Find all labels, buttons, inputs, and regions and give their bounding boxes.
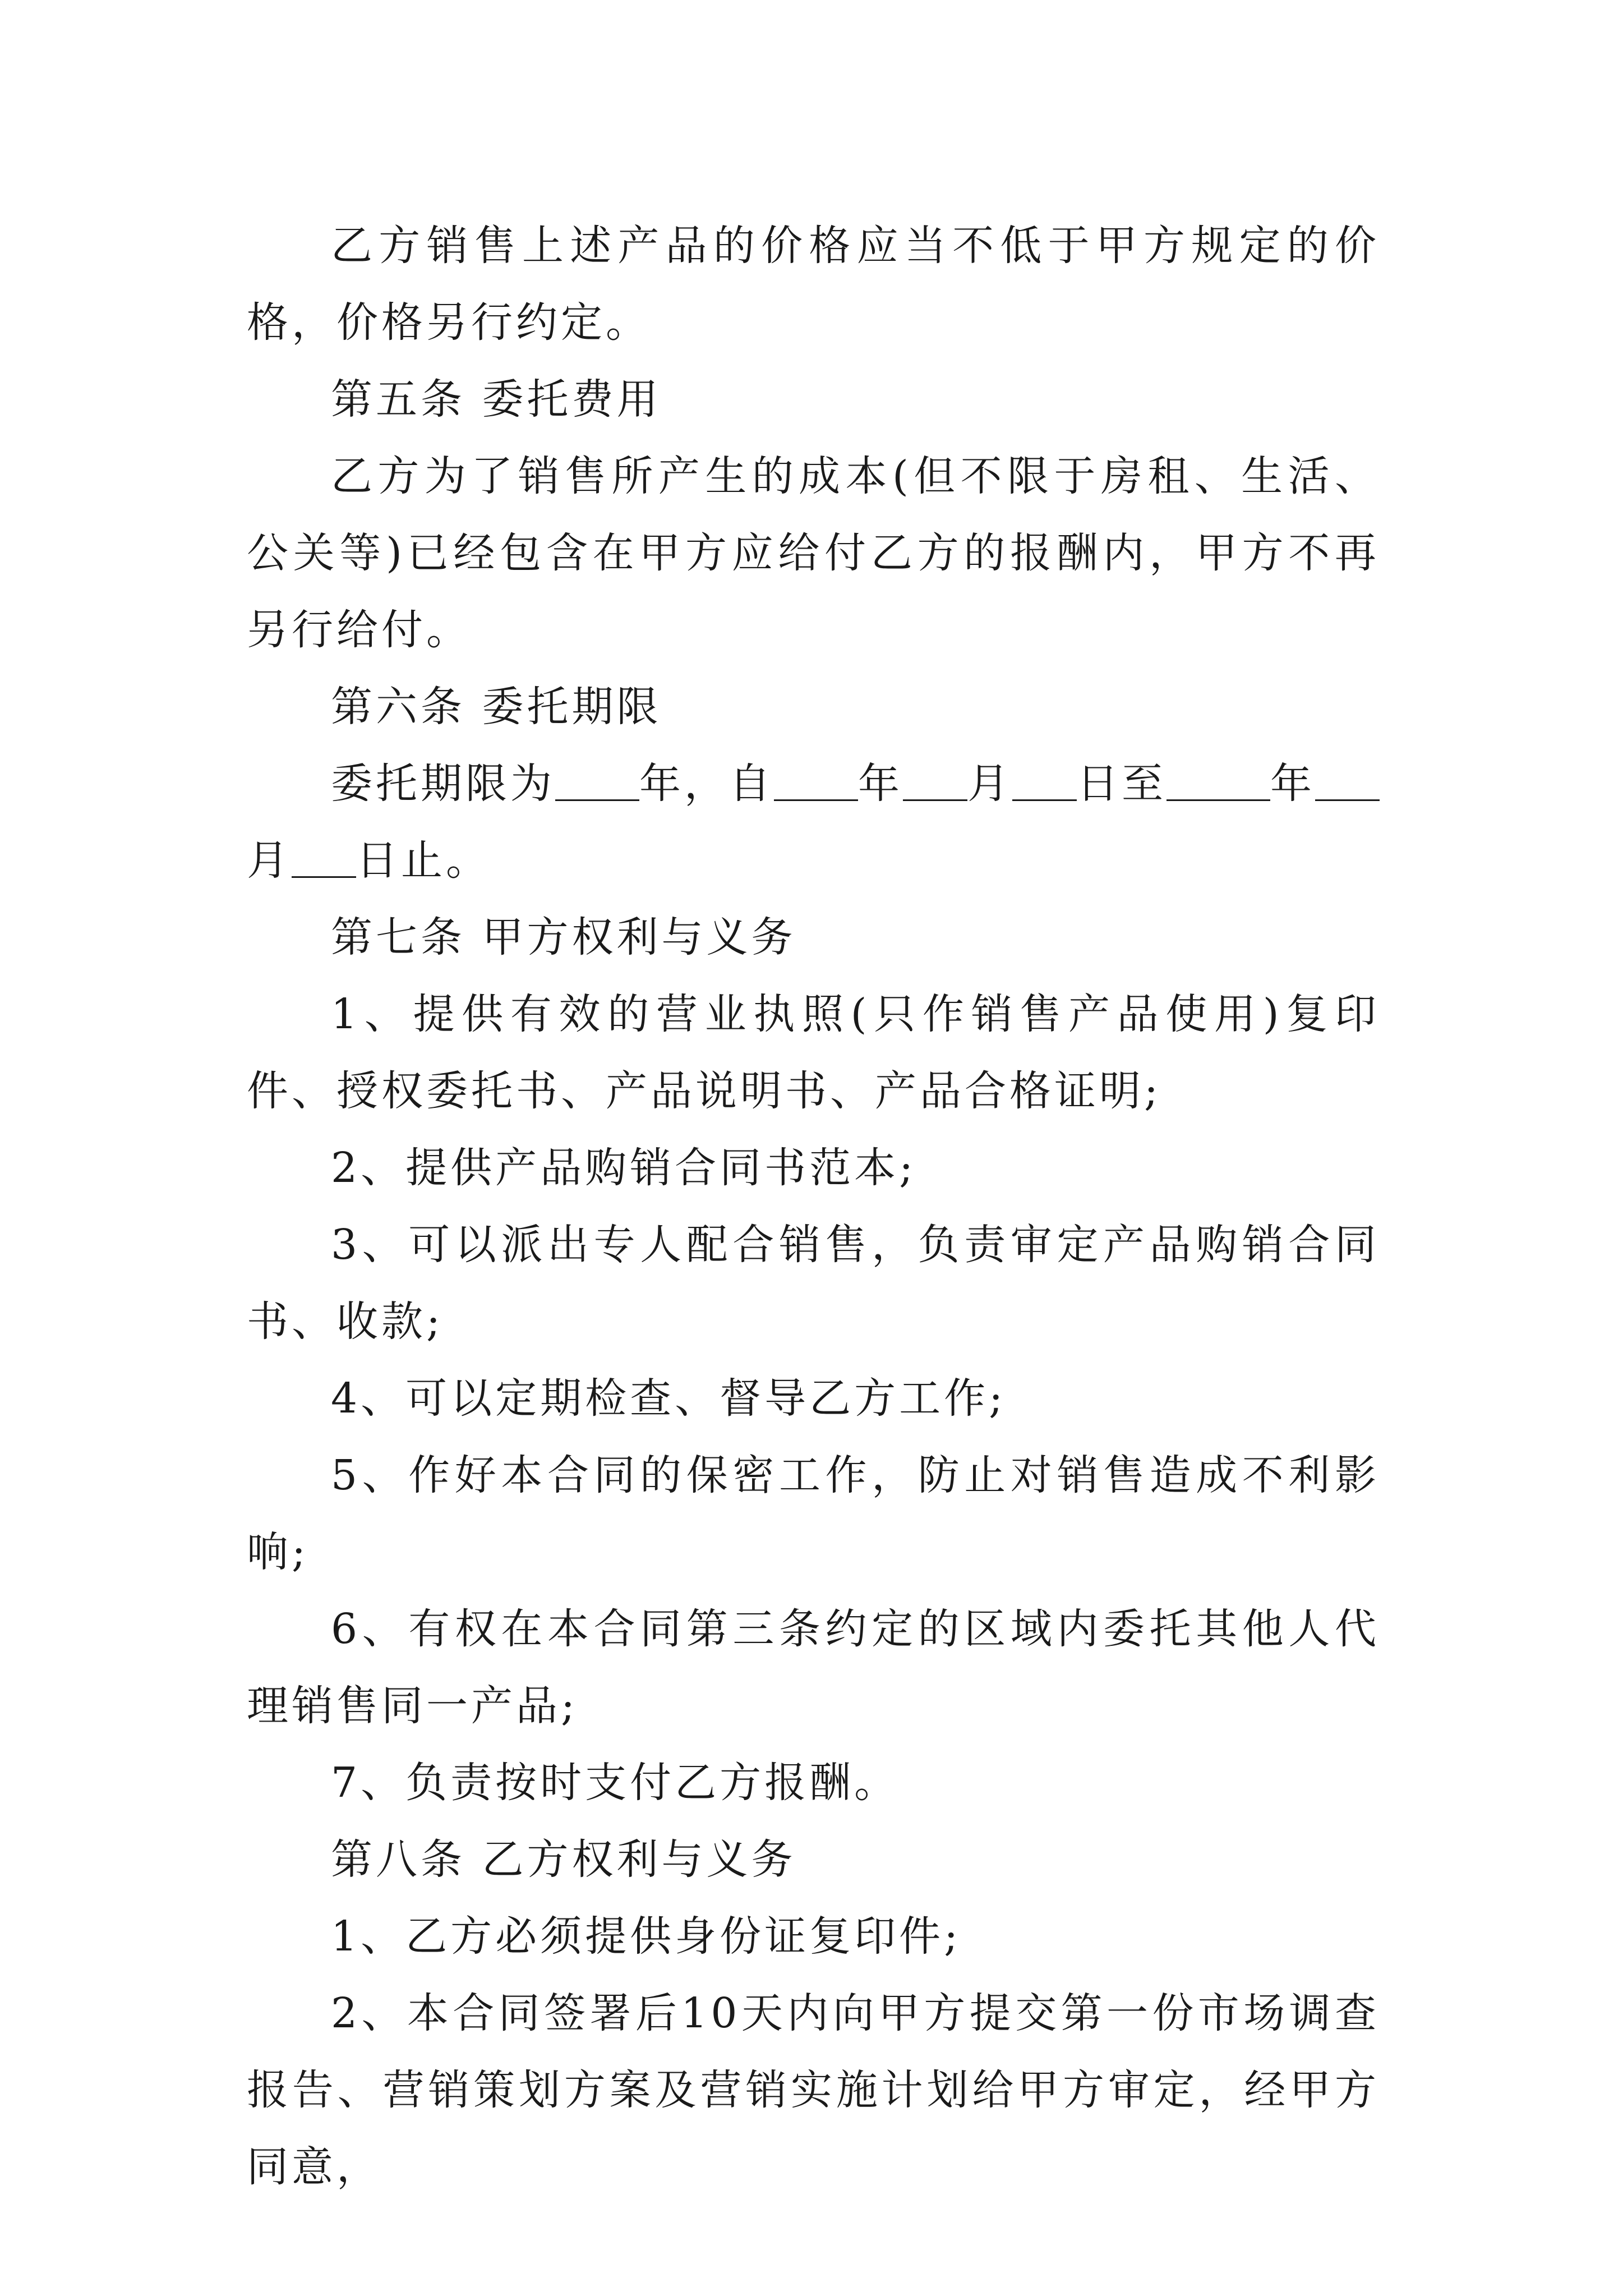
article-6-heading: 第六条 委托期限: [331, 683, 662, 731]
article-6-body: [247, 746, 1380, 899]
article-8-item: 2、本合同签署后10天内向甲方提交第一份市场调查报告、营销策划方案及营销实施计划给甲方审定，经甲方同意，: [247, 1989, 1380, 2191]
blank-start-day: [1012, 754, 1077, 801]
term-text-4: 月: [967, 760, 1012, 808]
blank-end-year: [1166, 754, 1270, 801]
blank-start-month: [903, 754, 967, 801]
blank-term-years: [555, 754, 639, 801]
article-7-item: 3、可以派出专人配合销售，负责审定产品购销合同书、收款;: [247, 1221, 1380, 1346]
article-7-item: 2、提供产品购销合同书范本;: [331, 1144, 917, 1192]
article-7-heading: 第七条 甲方权利与义务: [331, 913, 796, 961]
document-page: [247, 208, 1380, 2206]
article-5-body: 乙方为了销售所产生的成本(但不限于房租、生活、公关等)已经包含在甲方应给付乙方的报酬内，甲方不再另行给付。: [247, 452, 1380, 654]
article-8-item: 1、乙方必须提供身份证复印件;: [331, 1912, 962, 1961]
article-7-item: 6、有权在本合同第三条约定的区域内委托其他人代理销售同一产品;: [247, 1605, 1380, 1730]
term-text-3: 年: [858, 760, 903, 808]
term-text-5: 日至: [1077, 760, 1166, 808]
blank-end-month: [1315, 754, 1380, 801]
blank-start-year: [774, 754, 858, 801]
article-8-heading: 第八条 乙方权利与义务: [331, 1835, 796, 1884]
paragraph-price: 乙方销售上述产品的价格应当不低于甲方规定的价格，价格另行约定。: [247, 222, 1380, 347]
article-7-item: 1、提供有效的营业执照(只作销售产品使用)复印件、授权委托书、产品说明书、产品合格证明;: [247, 990, 1380, 1115]
term-text-2: 年，自: [639, 760, 774, 808]
article-7-item: 7、负责按时支付乙方报酬。: [331, 1759, 900, 1807]
blank-end-day: [292, 831, 356, 878]
term-text-7: 月: [247, 836, 292, 885]
term-text-1: 委托期限为: [331, 760, 555, 808]
article-7-item: 5、作好本合同的保密工作，防止对销售造成不利影响;: [247, 1451, 1380, 1576]
article-5-heading: 第五条 委托费用: [331, 375, 662, 424]
term-text-6: 年: [1270, 760, 1315, 808]
term-text-8: 日止。: [356, 836, 491, 885]
article-7-item: 4、可以定期检查、督导乙方工作;: [331, 1374, 1007, 1423]
